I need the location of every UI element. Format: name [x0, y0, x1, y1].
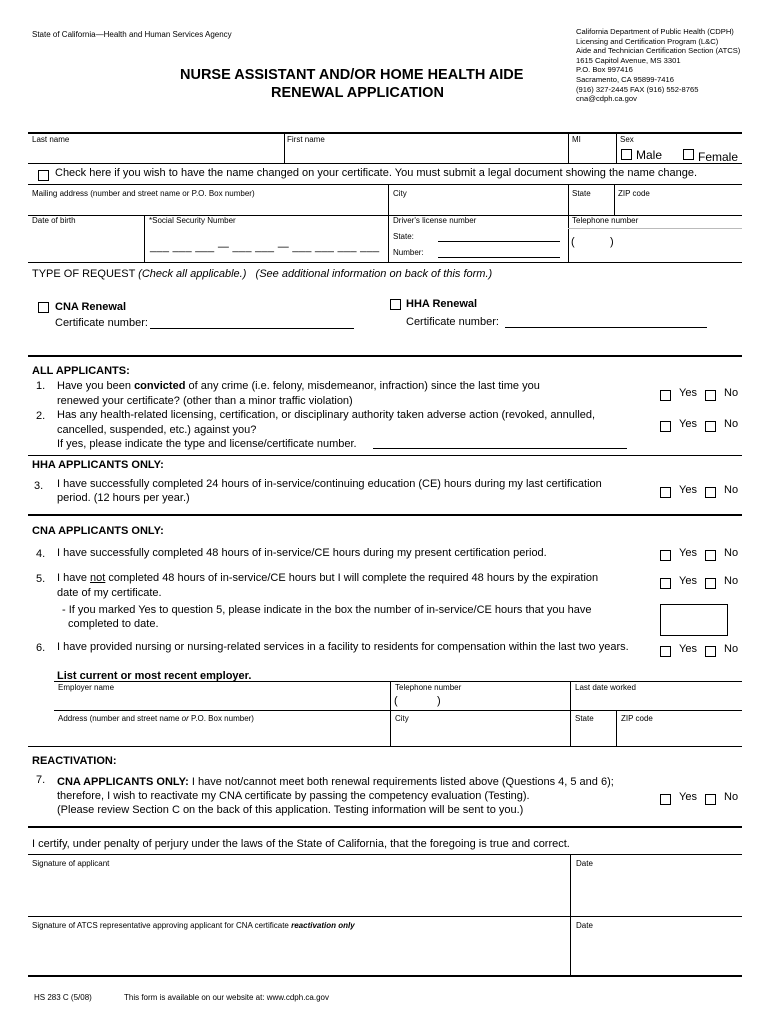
- question-3-text-line2: period. (12 hours per year.): [57, 492, 190, 504]
- divider: [388, 215, 389, 262]
- divider: [28, 455, 742, 456]
- employer-city-label: City: [395, 714, 409, 723]
- cna-cert-number-label: Certificate number:: [55, 317, 148, 329]
- male-label: Male: [636, 148, 663, 162]
- employer-zip-label: ZIP code: [621, 714, 653, 723]
- form-title-line1: NURSE ASSISTANT AND/OR HOME HEALTH AIDE: [180, 67, 524, 83]
- yes-label: Yes: [679, 387, 697, 399]
- ce-hours-input[interactable]: [660, 604, 728, 636]
- question-number: 7.: [36, 774, 46, 786]
- yes-label: Yes: [679, 791, 697, 803]
- all-applicants-heading: ALL APPLICANTS:: [32, 365, 130, 377]
- website-note: This form is available on our website at: www.cdph.ca.gov: [124, 993, 329, 1002]
- dob-label: Date of birth: [32, 216, 76, 225]
- applicant-signature-field[interactable]: [28, 870, 570, 916]
- last-name-label: Last name: [32, 135, 70, 144]
- divider: [568, 215, 569, 262]
- yes-label: Yes: [679, 547, 697, 559]
- divider: [390, 681, 391, 746]
- cna-only-heading: CNA APPLICANTS ONLY:: [32, 525, 164, 537]
- question-2-text-line3: If yes, please indicate the type and license/certificate number.: [57, 438, 357, 450]
- divider: [614, 184, 615, 215]
- question-number: 2.: [36, 410, 46, 422]
- divider: [28, 262, 742, 263]
- divider: [388, 184, 389, 215]
- question-7-text-line3: (Please review Section C on the back of this application. Testing information will be sent to you.): [57, 804, 524, 816]
- employer-state-label: State: [575, 714, 594, 723]
- applicant-signature-label: Signature of applicant: [32, 859, 110, 868]
- dl-number-label: Number:: [393, 248, 424, 257]
- mi-label: MI: [572, 135, 581, 144]
- dl-number-input[interactable]: [438, 257, 560, 258]
- hha-only-heading: HHA APPLICANTS ONLY:: [32, 459, 164, 471]
- ssn-input[interactable]: ___ ___ ___ — ___ ___ — ___ ___ ___ ___: [150, 241, 380, 253]
- yes-label: Yes: [679, 643, 697, 655]
- name-change-label: Check here if you wish to have the name changed on your certificate. You must submit a legal document showing the name change.: [55, 167, 698, 179]
- question-5-note: - If you marked Yes to question 5, please indicate in the box the number of in-service/CE hours that you have: [62, 604, 592, 616]
- question-7-text-line2: therefore, I wish to reactivate my CNA certificate by passing the competency evaluation (Testing).: [57, 790, 530, 802]
- state-label: State: [572, 189, 591, 198]
- q6-no-checkbox[interactable]: [705, 646, 716, 657]
- form-id: HS 283 C (5/08): [34, 993, 92, 1002]
- applicant-date-label: Date: [576, 859, 593, 868]
- first-name-label: First name: [287, 135, 325, 144]
- cna-cert-number-input[interactable]: [150, 328, 354, 329]
- address-line: Sacramento, CA 95899-7416: [576, 74, 674, 84]
- question-2-text: Has any health-related licensing, certification, or disciplinary authority taken adverse action (revoked, annulled,: [57, 409, 596, 421]
- atcs-signature-field[interactable]: [28, 932, 570, 974]
- female-label: Female: [698, 150, 739, 164]
- address-line: California Department of Public Health (CDPH): [576, 27, 734, 36]
- divider: [28, 826, 742, 828]
- female-checkbox[interactable]: [683, 149, 694, 160]
- employer-area-code-close: ): [437, 695, 441, 707]
- hha-renewal-checkbox[interactable]: [390, 299, 401, 310]
- drivers-license-label: Driver's license number: [393, 216, 477, 225]
- question-5-note-line2: completed to date.: [68, 618, 159, 630]
- divider: [28, 916, 742, 917]
- no-label: No: [724, 547, 739, 559]
- divider: [28, 163, 742, 164]
- q7-no-checkbox[interactable]: [705, 794, 716, 805]
- male-checkbox[interactable]: [621, 149, 632, 160]
- question-number: 5.: [36, 573, 46, 585]
- cdph-address-block: [576, 27, 740, 104]
- no-label: No: [724, 791, 739, 803]
- yes-label: Yes: [679, 575, 697, 587]
- q5-yes-checkbox[interactable]: [660, 578, 671, 589]
- divider: [54, 681, 742, 682]
- cna-renewal-label: CNA Renewal: [55, 301, 127, 313]
- dl-state-label: State:: [393, 232, 414, 241]
- employer-name-label: Employer name: [58, 683, 115, 692]
- telephone-label: Telephone number: [572, 216, 639, 225]
- name-change-checkbox[interactable]: [38, 170, 49, 181]
- no-label: No: [724, 575, 739, 587]
- city-label: City: [393, 189, 407, 198]
- dl-state-input[interactable]: [438, 241, 560, 242]
- sex-label: Sex: [620, 135, 634, 144]
- question-number: 3.: [34, 480, 44, 492]
- address-line: 1615 Capitol Avenue, MS 3301: [576, 55, 681, 65]
- divider: [570, 681, 571, 746]
- area-code-close: ): [610, 236, 614, 248]
- ssn-label: *Social Security Number: [149, 216, 236, 225]
- address-line: P.O. Box 997416: [576, 65, 633, 75]
- q3-yes-checkbox[interactable]: [660, 487, 671, 498]
- divider: [616, 133, 617, 163]
- no-label: No: [724, 418, 739, 430]
- divider: [28, 514, 742, 516]
- question-1-text: Have you been convicted of any crime (i.e. felony, misdemeanor, infraction) since the last time you: [57, 380, 540, 392]
- agency-name: State of California—Health and Human Services Agency: [32, 30, 232, 39]
- cna-renewal-checkbox[interactable]: [38, 302, 49, 313]
- employer-address-label: Address (number and street name or P.O. Box number): [58, 714, 254, 723]
- employer-area-code-open: (: [394, 695, 398, 707]
- address-line: Licensing and Certification Program (L&C): [576, 36, 719, 46]
- atcs-date-label: Date: [576, 921, 593, 930]
- q7-yes-checkbox[interactable]: [660, 794, 671, 805]
- q6-yes-checkbox[interactable]: [660, 646, 671, 657]
- divider: [144, 215, 145, 262]
- question-number: 6.: [36, 642, 46, 654]
- question-4-text: I have successfully completed 48 hours of in-service/CE hours during my present certification period.: [57, 547, 547, 559]
- hha-cert-number-input[interactable]: [505, 327, 707, 328]
- divider: [284, 133, 285, 163]
- no-label: No: [724, 484, 739, 496]
- divider: [28, 746, 742, 747]
- address-line: (916) 327-2445 FAX (916) 552-8765: [576, 84, 699, 94]
- question-7-text: CNA APPLICANTS ONLY: I have not/cannot meet both renewal requirements listed above (Questions 4, 5 and 6);: [57, 776, 614, 788]
- divider: [28, 854, 742, 855]
- divider: [570, 854, 571, 975]
- question-2-text-line2: cancelled, suspended, etc.) against you?: [57, 424, 257, 436]
- atcs-signature-label: Signature of ATCS representative approving applicant for CNA certificate reactivation only: [32, 921, 355, 930]
- no-label: No: [724, 643, 739, 655]
- q2-no-checkbox[interactable]: [705, 421, 716, 432]
- employer-phone-label: Telephone number: [395, 683, 462, 692]
- form-title-line2: RENEWAL APPLICATION: [271, 85, 444, 101]
- certification-statement: I certify, under penalty of perjury under the laws of the State of California, that the foregoing is true and correct.: [32, 838, 570, 850]
- q1-no-checkbox[interactable]: [705, 390, 716, 401]
- divider: [616, 710, 617, 746]
- divider: [568, 228, 742, 229]
- zip-label: ZIP code: [618, 189, 650, 198]
- license-number-input[interactable]: [373, 448, 627, 449]
- question-number: 4.: [36, 548, 46, 560]
- divider: [568, 133, 569, 163]
- divider: [568, 184, 569, 215]
- divider: [28, 184, 742, 185]
- q5-no-checkbox[interactable]: [705, 578, 716, 589]
- divider: [54, 710, 742, 711]
- no-label: No: [724, 387, 739, 399]
- q1-yes-checkbox[interactable]: [660, 390, 671, 401]
- q4-yes-checkbox[interactable]: [660, 550, 671, 561]
- question-6-text: I have provided nursing or nursing-related services in a facility to residents for compensation within the last two years.: [57, 641, 629, 653]
- employer-heading: List current or most recent employer.: [57, 670, 252, 682]
- divider: [28, 975, 742, 977]
- hha-renewal-label: HHA Renewal: [406, 298, 478, 310]
- area-code-open: (: [571, 236, 575, 248]
- question-3-text: I have successfully completed 24 hours of in-service/continuing education (CE) hours during my last certification: [57, 478, 602, 490]
- divider: [28, 355, 742, 357]
- q2-yes-checkbox[interactable]: [660, 421, 671, 432]
- question-5-text-line2: date of my certificate.: [57, 587, 162, 599]
- mailing-address-label: Mailing address (number and street name or P.O. Box number): [32, 189, 255, 198]
- q3-no-checkbox[interactable]: [705, 487, 716, 498]
- divider: [28, 132, 742, 134]
- question-5-text: I have not completed 48 hours of in-service/CE hours but I will complete the required 48 hours by the expiration: [57, 572, 599, 584]
- question-1-text-line2: renewed your certificate? (other than a minor traffic violation): [57, 395, 353, 407]
- address-line: cna@cdph.ca.gov: [576, 94, 637, 104]
- question-number: 1.: [36, 380, 46, 392]
- yes-label: Yes: [679, 418, 697, 430]
- yes-label: Yes: [679, 484, 697, 496]
- address-line: Aide and Technician Certification Section (ATCS): [576, 46, 741, 56]
- last-date-worked-label: Last date worked: [575, 683, 636, 692]
- hha-cert-number-label: Certificate number:: [406, 316, 499, 328]
- type-of-request-heading: TYPE OF REQUEST (Check all applicable.) (See additional information on back of this form.): [32, 268, 493, 280]
- q4-no-checkbox[interactable]: [705, 550, 716, 561]
- reactivation-heading: REACTIVATION:: [32, 755, 117, 767]
